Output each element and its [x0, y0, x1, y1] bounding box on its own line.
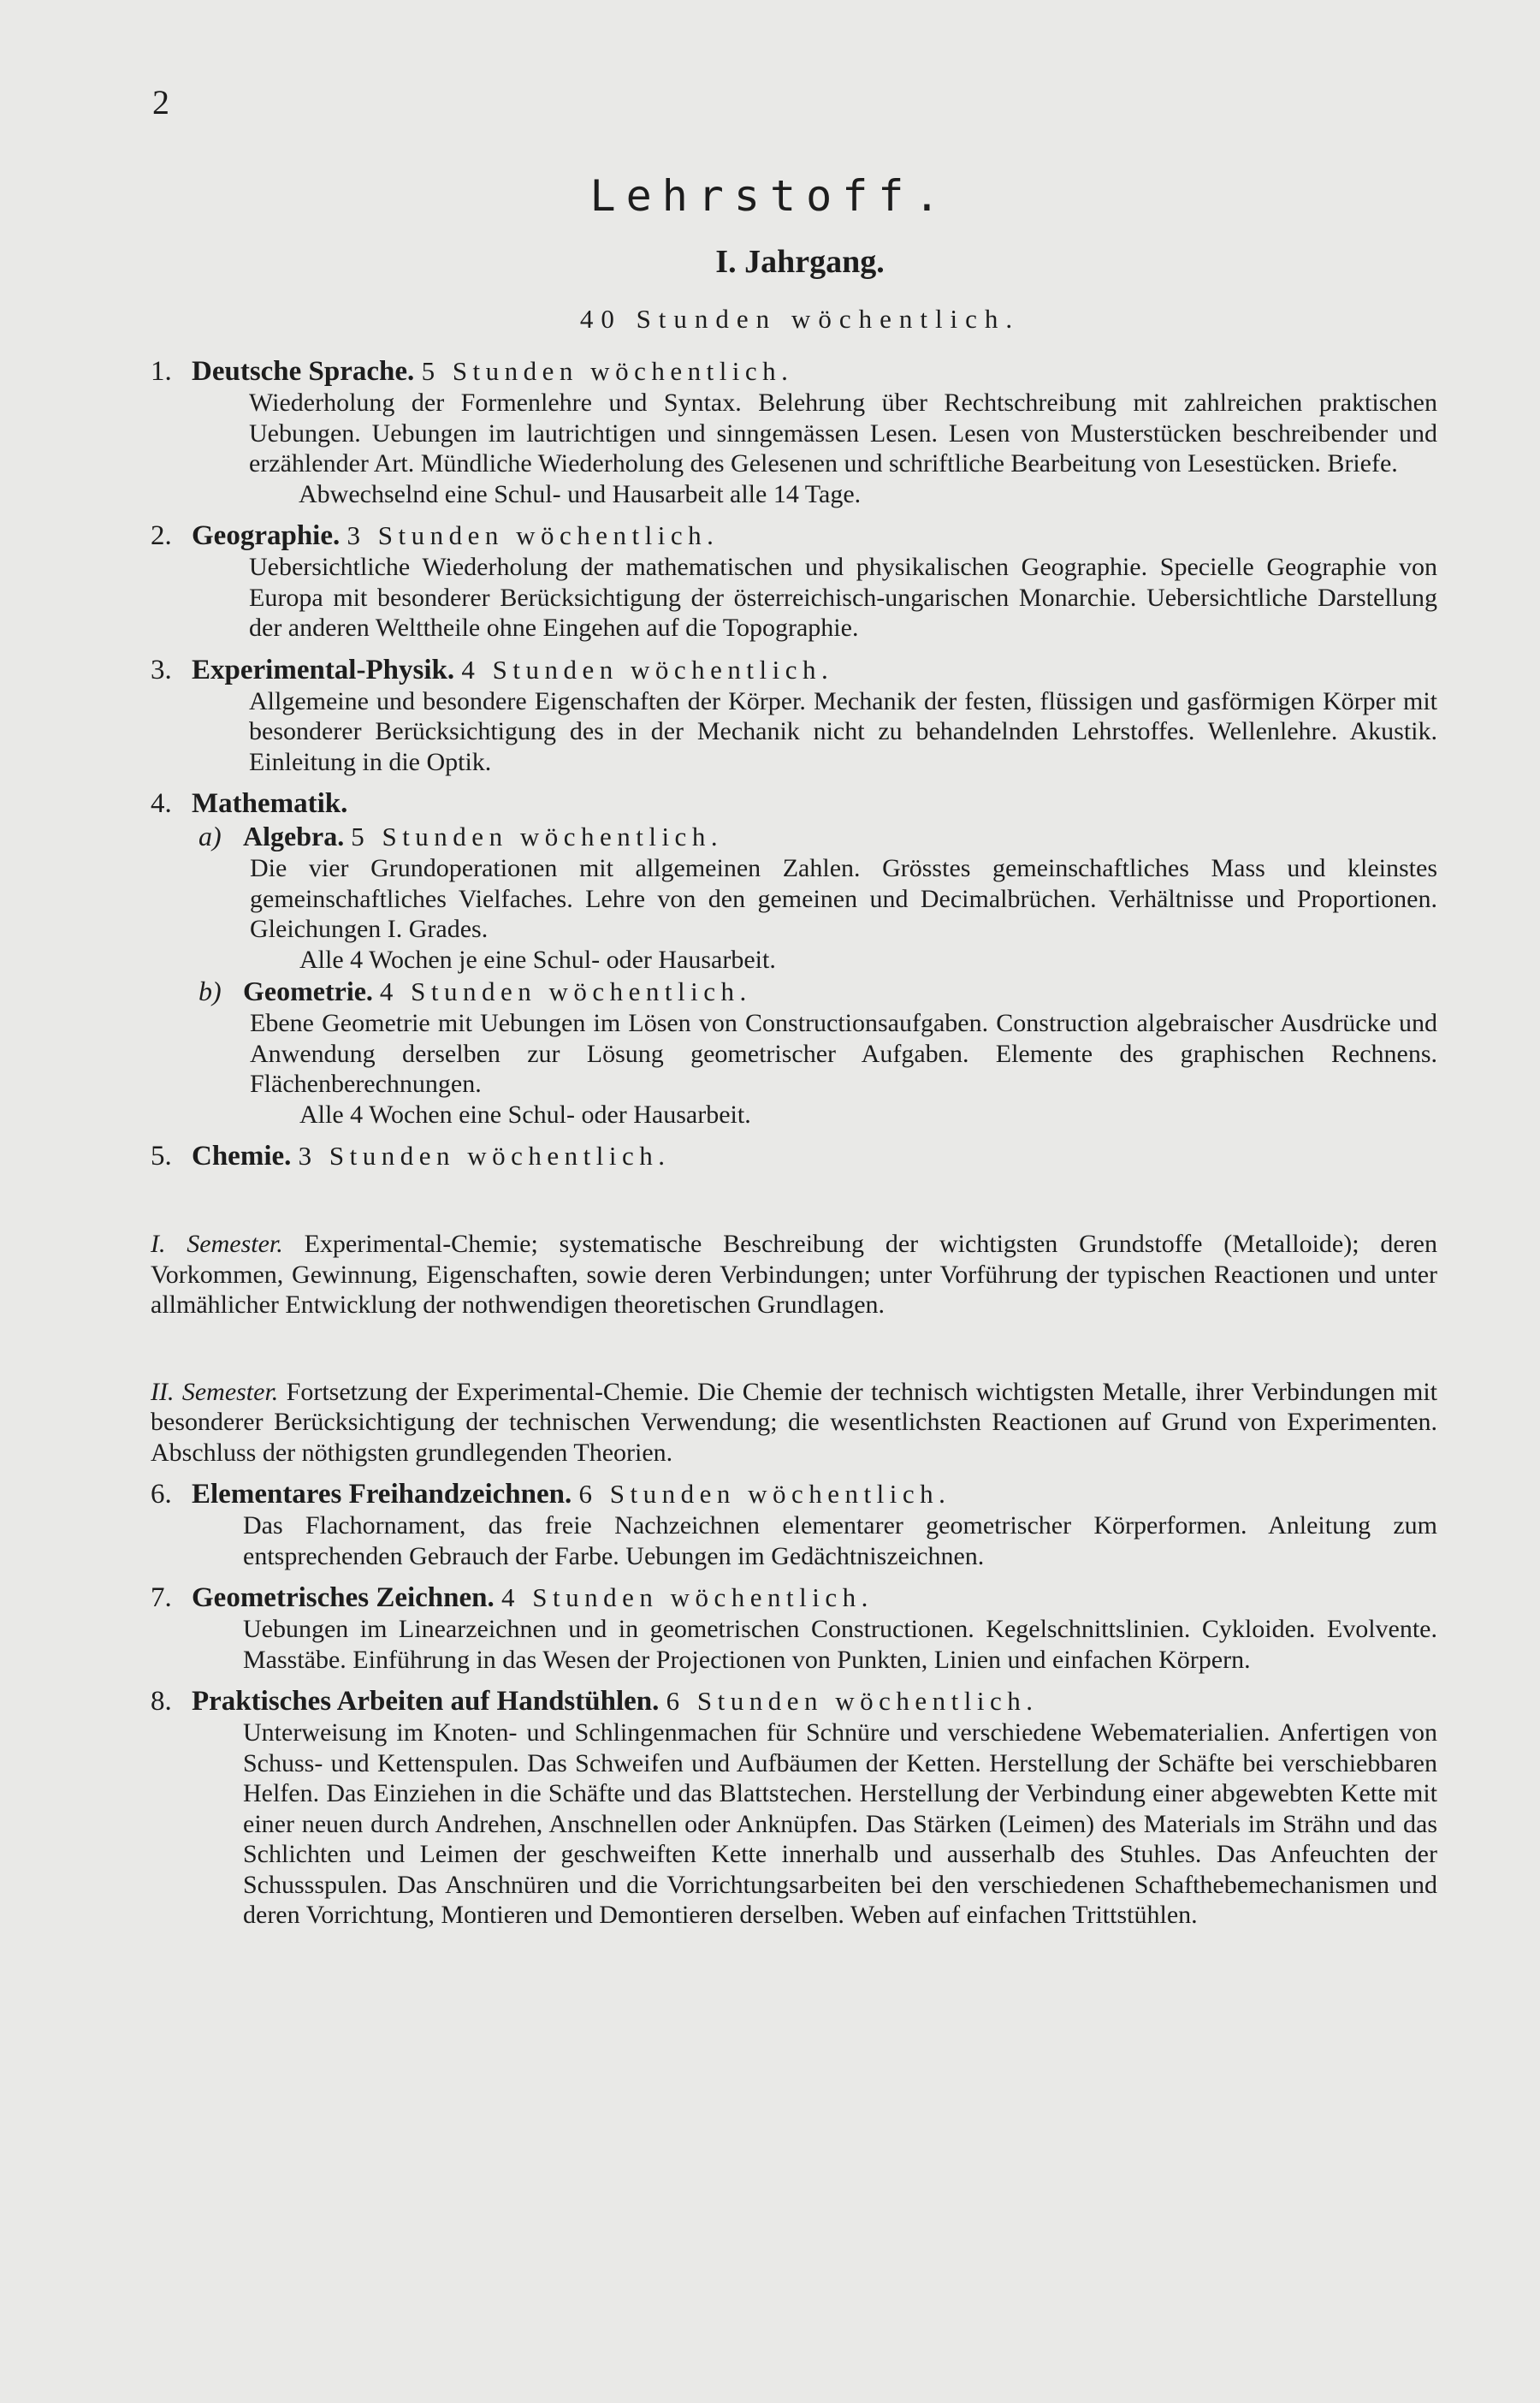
section-hours: 6 Stunden wöchentlich. — [666, 1686, 1039, 1716]
section-hours: 6 Stunden wöchentlich. — [578, 1479, 951, 1509]
section-name: Praktisches Arbeiten auf Handstühlen. — [192, 1686, 660, 1717]
section-paragraph: Das Flachornament, das freie Nachzeichnen elementarer geometrischer Körperformen. Anleitung zum entsprechenden Gebrauch der Farbe. Uebungen im Gedächtniszeichnen. — [243, 1511, 1437, 1570]
page-title: Lehrstoff. — [589, 171, 951, 221]
section-heading — [151, 1478, 1437, 1510]
section-name: Chemie. — [192, 1141, 292, 1172]
semester-text: Experimental-Chemie; systematische Beschreibung der wichtigsten Grundstoffe (Metalloide); deren Vorkommen, Gewinnung, Eigenschaften, sowie deren Verbindungen; unter Vorführung der typischen Reactionen und unter allmählicher Entwicklung der nothwendigen theoretischen Grundlagen. — [151, 1230, 1437, 1319]
section-heading — [151, 355, 1437, 388]
section-heading — [151, 654, 1437, 686]
section-number: 2. — [151, 520, 172, 551]
subsection-paragraph: Ebene Geometrie mit Uebungen im Lösen von Constructionsaufgaben. Construction algebraischer Ausdrücke und Anwendung derselben zur Lösung geometrischer Aufgaben. Elemente des graphischen Rechnens. Flächenberechnungen. — [250, 1009, 1437, 1098]
section-name: Experimental-Physik. — [192, 654, 455, 685]
subsection-hours: 5 Stunden wöchentlich. — [351, 822, 724, 851]
subsection-heading — [198, 975, 1437, 1008]
semester-text: Fortsetzung der Experimental-Chemie. Die Chemie der technisch wichtigsten Metalle, ihrer Verbindungen mit besonderer Berücksichtigung der technischen Verwendung; die wesentlichsten Reactionen auf Grund von Experimenten. Abschluss der nöthigsten grundlegenden Theorien. — [151, 1377, 1437, 1467]
section-geographie — [151, 519, 1437, 644]
subsection-geometrie — [198, 975, 1437, 1130]
section-geometrisches-zeichnen — [151, 1581, 1437, 1675]
section-body — [243, 1614, 1437, 1675]
subsection-letter: b) — [198, 976, 222, 1006]
subsection-heading — [198, 820, 1437, 853]
section-hours: 3 Stunden wöchentlich. — [298, 1141, 671, 1171]
section-heading — [151, 787, 1437, 820]
section-note: Abwechselnd eine Schul- und Hausarbeit alle 14 Tage. — [299, 479, 862, 508]
curriculum-sections — [151, 355, 1437, 1931]
section-number: 6. — [151, 1479, 172, 1510]
section-chemie — [151, 1140, 1437, 1468]
subsection-letter: a) — [198, 821, 222, 851]
section-heading — [151, 1581, 1437, 1614]
section-hours: 4 Stunden wöchentlich. — [501, 1582, 874, 1612]
section-heading — [151, 1685, 1437, 1718]
section-body — [243, 1718, 1437, 1931]
semester-block-1 — [151, 1229, 1437, 1320]
section-heading — [151, 519, 1437, 552]
section-hours: 3 Stunden wöchentlich. — [346, 520, 720, 550]
semester-label: II. Semester. — [151, 1377, 279, 1406]
subsection-name: Algebra. — [243, 821, 345, 851]
section-body — [249, 388, 1437, 509]
section-hours: 5 Stunden wöchentlich. — [421, 356, 794, 386]
section-mathematik — [151, 787, 1437, 1130]
section-number: 1. — [151, 356, 172, 387]
subsection-note: Alle 4 Wochen je eine Schul- oder Hausarbeit. — [299, 945, 776, 974]
section-number: 5. — [151, 1141, 172, 1172]
section-hours: 4 Stunden wöchentlich. — [461, 654, 834, 685]
section-freihandzeichnen — [151, 1478, 1437, 1571]
subsection-name: Geometrie. — [243, 976, 373, 1006]
section-name: Mathematik. — [192, 788, 348, 819]
section-number: 3. — [151, 654, 172, 685]
section-number: 8. — [151, 1686, 172, 1717]
subsection-body — [250, 1008, 1437, 1130]
section-name: Elementares Freihandzeichnen. — [192, 1479, 572, 1510]
section-body — [249, 686, 1437, 778]
total-hours: 40 Stunden wöchentlich. — [579, 304, 1021, 334]
section-name: Geometrisches Zeichnen. — [192, 1582, 495, 1613]
semester-label: I. Semester. — [151, 1230, 283, 1258]
section-heading — [151, 1140, 1437, 1172]
section-paragraph: Uebungen im Linearzeichnen und in geometrischen Constructionen. Kegelschnittslinien. Cykloiden. Evolvente. Masstäbe. Einführung in das Wesen der Projectionen von Punkten, Linien und einfachen Körpern. — [243, 1615, 1437, 1674]
section-paragraph: Allgemeine und besondere Eigenschaften der Körper. Mechanik der festen, flüssigen und gasförmigen Körper mit besonderer Berücksichtigung des in der Mechanik nicht zu behandelnden Lehrstoffes. Wellenlehre. Akustik. Einleitung in die Optik. — [249, 686, 1437, 776]
subsection-body — [250, 853, 1437, 975]
semester-block-2 — [151, 1377, 1437, 1468]
section-deutsche-sprache — [151, 355, 1437, 509]
subsection-paragraph: Die vier Grundoperationen mit allgemeinen Zahlen. Grösstes gemeinschaftliches Mass und kleinstes gemeinschaftliches Vielfaches. Lehre von den gemeinen und Decimalbrüchen. Verhältnisse und Proportionen. Gleichungen I. Grades. — [250, 854, 1437, 943]
page-subtitle: I. Jahrgang. — [715, 244, 885, 280]
section-praktisches-arbeiten — [151, 1685, 1437, 1931]
subsection-hours: 4 Stunden wöchentlich. — [379, 976, 752, 1006]
subsection-algebra — [198, 820, 1437, 975]
section-body — [249, 552, 1437, 644]
section-name: Deutsche Sprache. — [192, 356, 415, 387]
section-body — [243, 1510, 1437, 1571]
section-paragraph: Wiederholung der Formenlehre und Syntax. Belehrung über Rechtschreibung mit zahlreichen praktischen Uebungen. Uebungen im lautrichtigen und sinngemässen Lesen. Lesen von Musterstücken beschreibender und erzählender Art. Mündliche Wiederholung des Gelesenen und schriftliche Bearbeitung von Lesestücken. Briefe. — [249, 389, 1437, 478]
section-number: 4. — [151, 788, 172, 819]
subsection-note: Alle 4 Wochen eine Schul- oder Hausarbeit. — [299, 1100, 751, 1129]
section-name: Geographie. — [192, 520, 341, 551]
section-experimental-physik — [151, 654, 1437, 778]
section-paragraph: Unterweisung im Knoten- und Schlingenmachen für Schnüre und verschiedene Webematerialien. Anfertigen von Schuss- und Kettenspulen. Das Schweifen und Aufbäumen der Ketten. Herstellung der Schäfte bei verschiebbaren Helfen. Das Einziehen in die Schäfte und das Blattstechen. Herstellung der Verbindung einer abgewebten Kette mit einer neuen durch Andrehen, Anschnellen oder Anknüpfen. Das Stärken (Leimen) des Materials im Strähn und das Schlichten und Leimen der geschweiften Kette innerhalb und ausserhalb des Stuhles. Das Anfeuchten der Schussspulen. Das Anschnüren und die Vorrichtungsarbeiten bei den verschiedenen Schafthebemechanismen und deren Vorrichtung, Montieren und Demontieren derselben. Weben auf einfachen Trittstühlen. — [243, 1718, 1437, 1929]
page-number: 2 — [152, 83, 169, 122]
section-paragraph: Uebersichtliche Wiederholung der mathematischen und physikalischen Geographie. Specielle Geographie von Europa mit besonderer Berücksichtigung der österreichisch-ungarischen Monarchie. Uebersichtliche Darstellung der anderen Welttheile ohne Eingehen auf die Topographie. — [249, 553, 1437, 642]
section-number: 7. — [151, 1582, 172, 1613]
